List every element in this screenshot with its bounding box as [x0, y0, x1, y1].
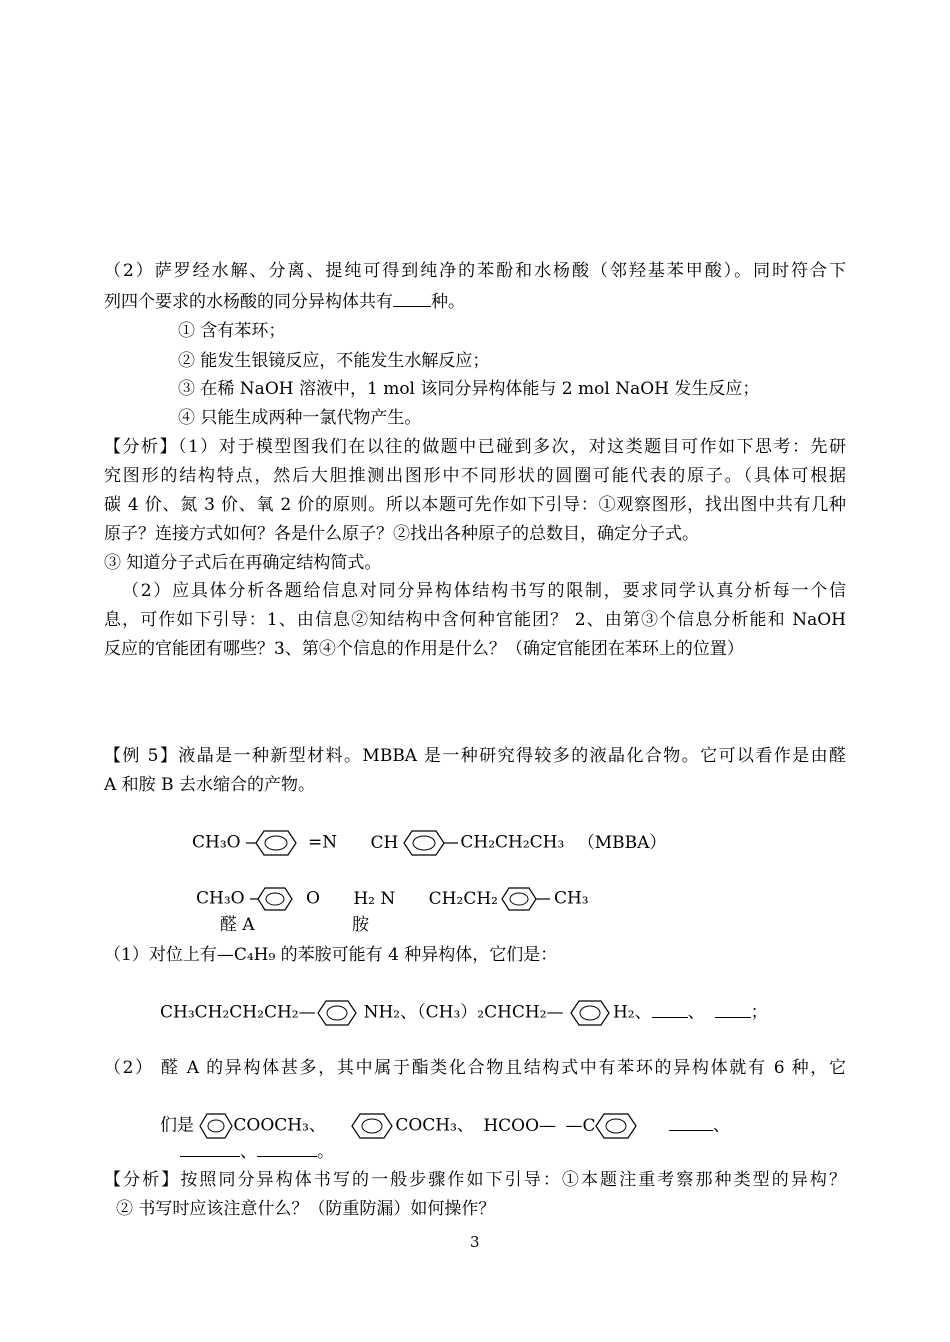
sub1-text: （1）对位上有—C₄H₉ 的苯胺可能有 4 种异构体，它们是： [104, 945, 558, 965]
benzene-ring-icon [199, 1111, 233, 1141]
answer-blank[interactable] [180, 1140, 240, 1157]
isomer2-chain: 、（CH₃）₂CHCH₂— [400, 1002, 564, 1023]
separator: 、 [712, 1115, 730, 1136]
amine-ch3: CH₃ [553, 888, 589, 909]
ester3-link: —C [565, 1115, 596, 1136]
analysis1-line3: 碳 4 价、氮 3 价、氧 2 价的原则。所以本题可先作如下引导：①观察图形，找出图中共有几种 [104, 495, 846, 515]
analysis1-line1: 【分析】（1）对于模型图我们在以往的做题中已碰到多次，对这类题目可作如下思考：先研 [104, 437, 846, 457]
analysis2-line2: ② 书写时应该注意什么？（防重防漏）如何操作？ [116, 1199, 496, 1219]
sub2-text: （2） 醛 A 的异构体甚多，其中属于酯类化合物且结构式中有苯环的异构体就有 6 种，它 [104, 1058, 846, 1078]
condition-2: ② 能发生银镜反应，不能发生水解反应； [178, 351, 490, 371]
benzene-ring-icon [316, 998, 364, 1028]
q2-line2-end: 种。 [431, 292, 465, 312]
benzene-ring-icon [498, 885, 554, 913]
ester3-formate: HCOO— [483, 1115, 557, 1136]
mbba-formula [192, 829, 666, 857]
answer-blank[interactable] [715, 1001, 751, 1018]
separator: 、 [687, 1002, 705, 1023]
condition-1: ① 含有苯环； [178, 321, 286, 341]
benzene-ring-icon [351, 1111, 395, 1141]
separator: 、 [240, 1142, 257, 1162]
reactants-formula [196, 885, 589, 913]
isomer1-nh2: NH₂ [363, 1002, 401, 1023]
q2-line1: （2）萨罗经水解、分离、提纯可得到纯净的苯酚和水杨酸（邻羟基苯甲酸）。同时符合下 [104, 261, 846, 281]
analysis1-line5: ③ 知道分子式后在再确定结构简式。 [104, 553, 382, 573]
isomer2-nh2: H₂ [612, 1002, 635, 1023]
condition-3: ③ 在稀 NaOH 溶液中，1 mol 该同分异构体能与 2 mol NaOH 发生反应； [178, 379, 760, 399]
ex5-line1: 【例 5】液晶是一种新型材料。MBBA 是一种研究得较多的液晶化合物。它可以看作是由醛 [104, 746, 846, 766]
answer-blank[interactable] [652, 1001, 688, 1018]
page-number: 3 [470, 1233, 480, 1251]
amine-chain: CH₂CH₂ [428, 888, 498, 909]
condition-4: ④ 只能生成两种一氯代物产生。 [178, 408, 422, 428]
aldehyde-ch3o: CH₃O [196, 888, 245, 909]
analysis1-line4: 原子？连接方式如何？各是什么原子？②找出各种原子的总数目，确定分子式。 [104, 524, 699, 544]
mbba-tail: CH₂CH₂CH₃ [460, 832, 565, 853]
mbba-ch3o: CH₃O [192, 832, 241, 853]
answer-blank[interactable] [393, 290, 431, 307]
answer-blank[interactable] [257, 1140, 317, 1157]
analysis1-line6: （2）应具体分析各题给信息对同分异构体结构书写的限制，要求同学认真分析每一个信 [122, 581, 846, 601]
line-end: 。 [317, 1142, 334, 1162]
isomer-row [160, 998, 768, 1028]
isomer1-chain: CH₃CH₂CH₂CH₂— [160, 1002, 316, 1023]
separator: 、 [634, 1002, 652, 1023]
amine-h2n: H₂ N [353, 888, 396, 909]
benzene-ring-icon [398, 829, 460, 857]
q2-line2-text: 列四个要求的水杨酸的同分异构体共有 [104, 292, 393, 312]
mbba-imine: =N [308, 832, 338, 853]
ex5-line2: A 和胺 B 去水缩合的产物。 [104, 775, 315, 795]
benzene-ring-icon [569, 998, 613, 1028]
analysis1-line2: 究图形的结构特点，然后大胆推测出图形中不同形状的圆圈可能代表的原子。（具体可根据 [104, 466, 846, 486]
benzene-ring-icon [246, 829, 308, 857]
benzene-ring-icon [250, 885, 306, 913]
benzene-ring-icon [595, 1111, 643, 1141]
label-amine: 胺 [352, 915, 369, 935]
answer-blank[interactable] [669, 1114, 713, 1131]
ester-row [160, 1111, 730, 1141]
label-aldehyde-a: 醛 A [220, 915, 255, 935]
mbba-label: （MBBA） [577, 832, 667, 853]
sub2-lead: 们是 [160, 1115, 194, 1136]
mbba-ch: CH [370, 832, 399, 853]
ester2: COCH₃、 [395, 1115, 474, 1136]
ester1: COOCH₃、 [233, 1115, 326, 1136]
analysis1-line7: 息，可作如下引导：1、由信息②知结构中含何种官能团？ 2、由第③个信息分析能和 NaOH [104, 610, 846, 630]
analysis2-line1: 【分析】按照同分异构体书写的一般步骤作如下引导：①本题注重考察那种类型的异构？ [104, 1170, 846, 1190]
aldehyde-o: O [306, 888, 320, 909]
line-end: ； [750, 1002, 768, 1023]
analysis1-line8: 反应的官能团有哪些？3、第④个信息的作用是什么？（确定官能团在苯环上的位置） [104, 639, 744, 659]
q2-line2 [104, 290, 465, 313]
ester-row2 [180, 1140, 334, 1163]
